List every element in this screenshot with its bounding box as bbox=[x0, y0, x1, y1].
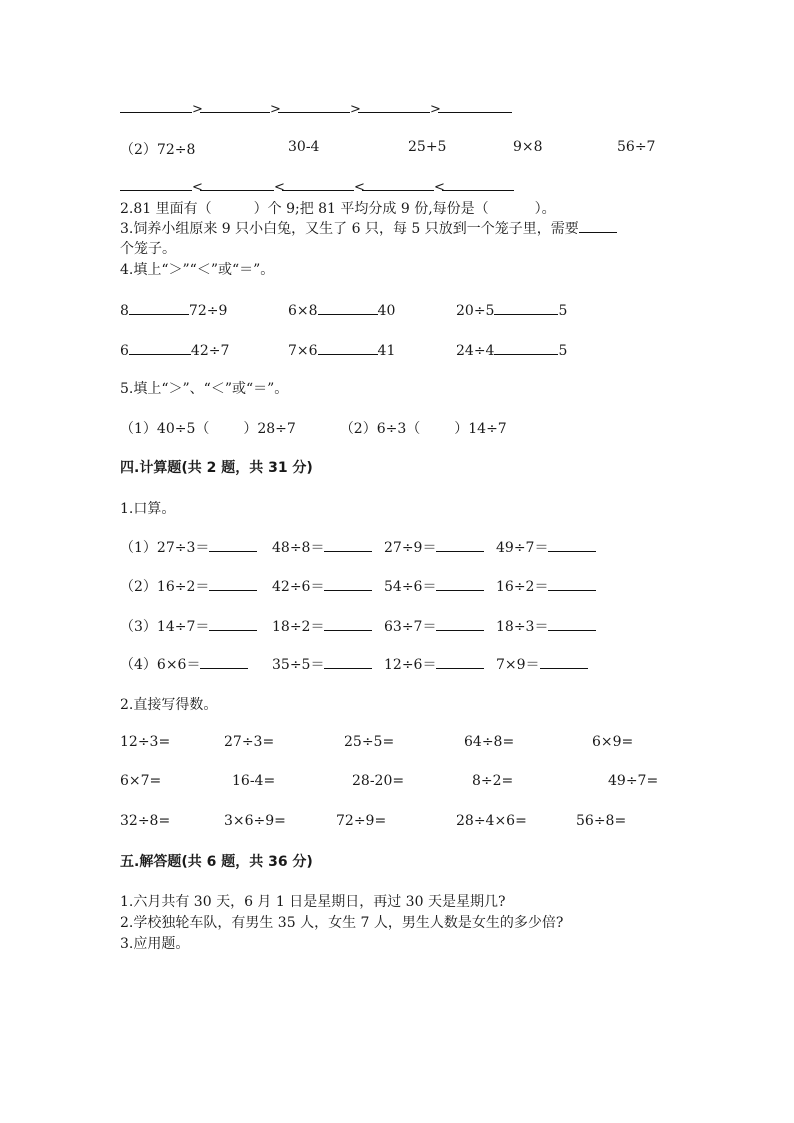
expression: 12÷3= bbox=[120, 734, 171, 750]
answer-blank[interactable] bbox=[120, 98, 192, 113]
expression: 27÷3= bbox=[224, 734, 275, 750]
comparison-item bbox=[120, 340, 229, 359]
answer-blank[interactable] bbox=[209, 537, 257, 552]
expression: 6×7= bbox=[120, 773, 162, 789]
less-than-sign: < bbox=[434, 180, 445, 195]
comparison-item bbox=[120, 300, 227, 319]
expression: 27÷9＝ bbox=[384, 540, 437, 556]
expression: 12÷6＝ bbox=[384, 657, 437, 673]
section-5-question-3: 3.应用题。 bbox=[120, 936, 190, 952]
question-5-title: 5.填上“＞”、“＜”或“＝”。 bbox=[120, 381, 289, 397]
expression-label: （2）72÷8 bbox=[120, 142, 196, 158]
section-5-question-2: 2.学校独轮车队，有男生 35 人，女生 7 人，男生人数是女生的多少倍? bbox=[120, 915, 564, 931]
expression: 6×6＝ bbox=[156, 657, 201, 673]
section-4-q1-title: 1.口算。 bbox=[120, 501, 176, 517]
question-3 bbox=[120, 218, 617, 238]
order-chain-1 bbox=[120, 98, 512, 117]
oral-item bbox=[272, 576, 372, 596]
comparison-item bbox=[288, 340, 395, 359]
expression: 18÷2＝ bbox=[272, 619, 325, 635]
expression: 35÷5＝ bbox=[272, 657, 325, 673]
oral-item bbox=[272, 616, 372, 636]
row-number: （3） bbox=[120, 619, 157, 635]
comparison-item bbox=[288, 300, 395, 319]
less-than-sign: < bbox=[354, 180, 365, 195]
answer-blank[interactable] bbox=[436, 616, 484, 631]
answer-blank[interactable] bbox=[540, 654, 588, 669]
greater-than-sign: > bbox=[350, 102, 361, 117]
expression: 25+5 bbox=[408, 139, 447, 155]
answer-blank[interactable] bbox=[548, 616, 596, 631]
expression: 42÷6＝ bbox=[272, 579, 325, 595]
question-4-title: 4.填上“＞”“＜”或“＝”。 bbox=[120, 262, 275, 278]
expression: 3×6÷9= bbox=[224, 813, 286, 829]
expression: 48÷8＝ bbox=[272, 540, 325, 556]
left-expression: 20÷5 bbox=[456, 303, 495, 319]
answer-blank[interactable] bbox=[278, 98, 350, 113]
expression: 7×9＝ bbox=[496, 657, 540, 673]
expression: 18÷3＝ bbox=[496, 619, 549, 635]
right-expression: 5 bbox=[558, 343, 568, 359]
answer-blank[interactable] bbox=[200, 176, 274, 191]
expression: 27÷3＝ bbox=[156, 540, 210, 556]
answer-blank[interactable] bbox=[282, 176, 354, 191]
right-expression: 72÷9 bbox=[188, 303, 228, 319]
expression: 6×9= bbox=[592, 734, 634, 750]
answer-blank[interactable] bbox=[358, 98, 430, 113]
oral-item bbox=[496, 654, 588, 674]
section-5-title: 五.解答题(共 6 题，共 36 分) bbox=[120, 854, 313, 870]
greater-than-sign: > bbox=[430, 102, 441, 117]
oral-item bbox=[496, 576, 596, 596]
expression: 32÷8= bbox=[120, 813, 171, 829]
comparison-item bbox=[456, 300, 567, 319]
expression: 14÷7＝ bbox=[156, 619, 210, 635]
answer-blank[interactable] bbox=[324, 654, 372, 669]
answer-blank[interactable] bbox=[362, 176, 434, 191]
expression: 56÷8= bbox=[576, 813, 627, 829]
answer-blank[interactable] bbox=[318, 300, 378, 315]
question-text: ）。 bbox=[534, 201, 556, 217]
row-number: （4） bbox=[120, 657, 157, 673]
expression: 16-4= bbox=[232, 773, 276, 789]
oral-item bbox=[120, 537, 257, 557]
question-text: ）个 9;把 81 平均分成 9 份,每份是（ bbox=[253, 201, 489, 217]
expression: 28÷4×6= bbox=[456, 813, 527, 829]
section-4-title: 四.计算题(共 2 题，共 31 分) bbox=[120, 460, 313, 476]
expression: 8÷2= bbox=[472, 773, 514, 789]
left-expression: 8 bbox=[120, 303, 129, 319]
answer-blank[interactable] bbox=[129, 340, 191, 355]
answer-blank[interactable] bbox=[120, 176, 192, 191]
comparison-item bbox=[456, 340, 567, 359]
expression: 30-4 bbox=[288, 139, 320, 155]
answer-blank[interactable] bbox=[200, 654, 248, 669]
expression: 9×8 bbox=[513, 139, 543, 155]
answer-blank[interactable] bbox=[579, 218, 617, 233]
answer-blank[interactable] bbox=[324, 616, 372, 631]
oral-item bbox=[272, 654, 372, 674]
part-1-left: （1）40÷5（ bbox=[120, 421, 210, 437]
oral-item bbox=[384, 537, 484, 557]
expression: 63÷7＝ bbox=[384, 619, 437, 635]
row-number: （1） bbox=[120, 540, 157, 556]
expression: 25÷5= bbox=[344, 734, 395, 750]
left-expression: 7×6 bbox=[288, 343, 318, 359]
expression: 28-20= bbox=[352, 773, 405, 789]
answer-blank[interactable] bbox=[494, 340, 558, 355]
answer-blank[interactable] bbox=[324, 576, 372, 591]
answer-blank[interactable] bbox=[436, 654, 484, 669]
answer-blank[interactable] bbox=[129, 300, 189, 315]
answer-blank[interactable] bbox=[442, 176, 514, 191]
expression: 54÷6＝ bbox=[384, 579, 437, 595]
part-1-right: ）28÷7 bbox=[243, 421, 296, 437]
section-4-q2-title: 2.直接写得数。 bbox=[120, 697, 218, 713]
part-2-right: ）14÷7 bbox=[454, 421, 507, 437]
answer-blank[interactable] bbox=[494, 300, 558, 315]
greater-than-sign: > bbox=[192, 102, 203, 117]
expression: 16÷2＝ bbox=[496, 579, 549, 595]
oral-item bbox=[384, 576, 484, 596]
expression: 49÷7= bbox=[608, 773, 659, 789]
less-than-sign: < bbox=[192, 180, 203, 195]
answer-blank[interactable] bbox=[436, 537, 484, 552]
order-chain-2 bbox=[120, 176, 514, 195]
left-expression: 6 bbox=[120, 343, 129, 359]
answer-blank[interactable] bbox=[200, 98, 270, 113]
oral-item bbox=[120, 654, 248, 674]
answer-blank[interactable] bbox=[548, 576, 596, 591]
expression: 56÷7 bbox=[617, 139, 656, 155]
less-than-sign: < bbox=[274, 180, 285, 195]
row-number: （2） bbox=[120, 579, 157, 595]
oral-item bbox=[120, 576, 257, 596]
oral-item bbox=[384, 654, 484, 674]
expression: 64÷8= bbox=[464, 734, 515, 750]
question-3-line-2: 个笼子。 bbox=[120, 241, 176, 257]
question-text: 3.饲养小组原来 9 只小白兔，又生了 6 只，每 5 只放到一个笼子里，需要 bbox=[120, 221, 579, 237]
answer-blank[interactable] bbox=[438, 98, 512, 113]
question-text: 2.81 里面有（ bbox=[120, 201, 212, 217]
left-expression: 24÷4 bbox=[456, 343, 495, 359]
expression: 16÷2＝ bbox=[156, 579, 210, 595]
oral-item bbox=[496, 537, 596, 557]
right-expression: 5 bbox=[558, 303, 568, 319]
oral-item bbox=[496, 616, 596, 636]
answer-blank[interactable] bbox=[436, 576, 484, 591]
answer-blank[interactable] bbox=[324, 537, 372, 552]
answer-blank[interactable] bbox=[548, 537, 596, 552]
question-5-parts bbox=[120, 418, 507, 438]
right-expression: 42÷7 bbox=[190, 343, 230, 359]
right-expression: 41 bbox=[377, 343, 396, 359]
expression: 72÷9= bbox=[336, 813, 387, 829]
oral-item bbox=[272, 537, 372, 557]
right-expression: 40 bbox=[377, 303, 396, 319]
question-2 bbox=[120, 198, 556, 218]
section-5-question-1: 1.六月共有 30 天，6 月 1 日是星期日，再过 30 天是星期几? bbox=[120, 894, 506, 910]
answer-blank[interactable] bbox=[209, 616, 257, 631]
answer-blank[interactable] bbox=[209, 576, 257, 591]
greater-than-sign: > bbox=[270, 102, 281, 117]
left-expression: 6×8 bbox=[288, 303, 318, 319]
part-2-left: （2）6÷3（ bbox=[339, 421, 421, 437]
answer-blank[interactable] bbox=[318, 340, 378, 355]
expression: 49÷7＝ bbox=[496, 540, 549, 556]
oral-item bbox=[120, 616, 257, 636]
oral-item bbox=[384, 616, 484, 636]
